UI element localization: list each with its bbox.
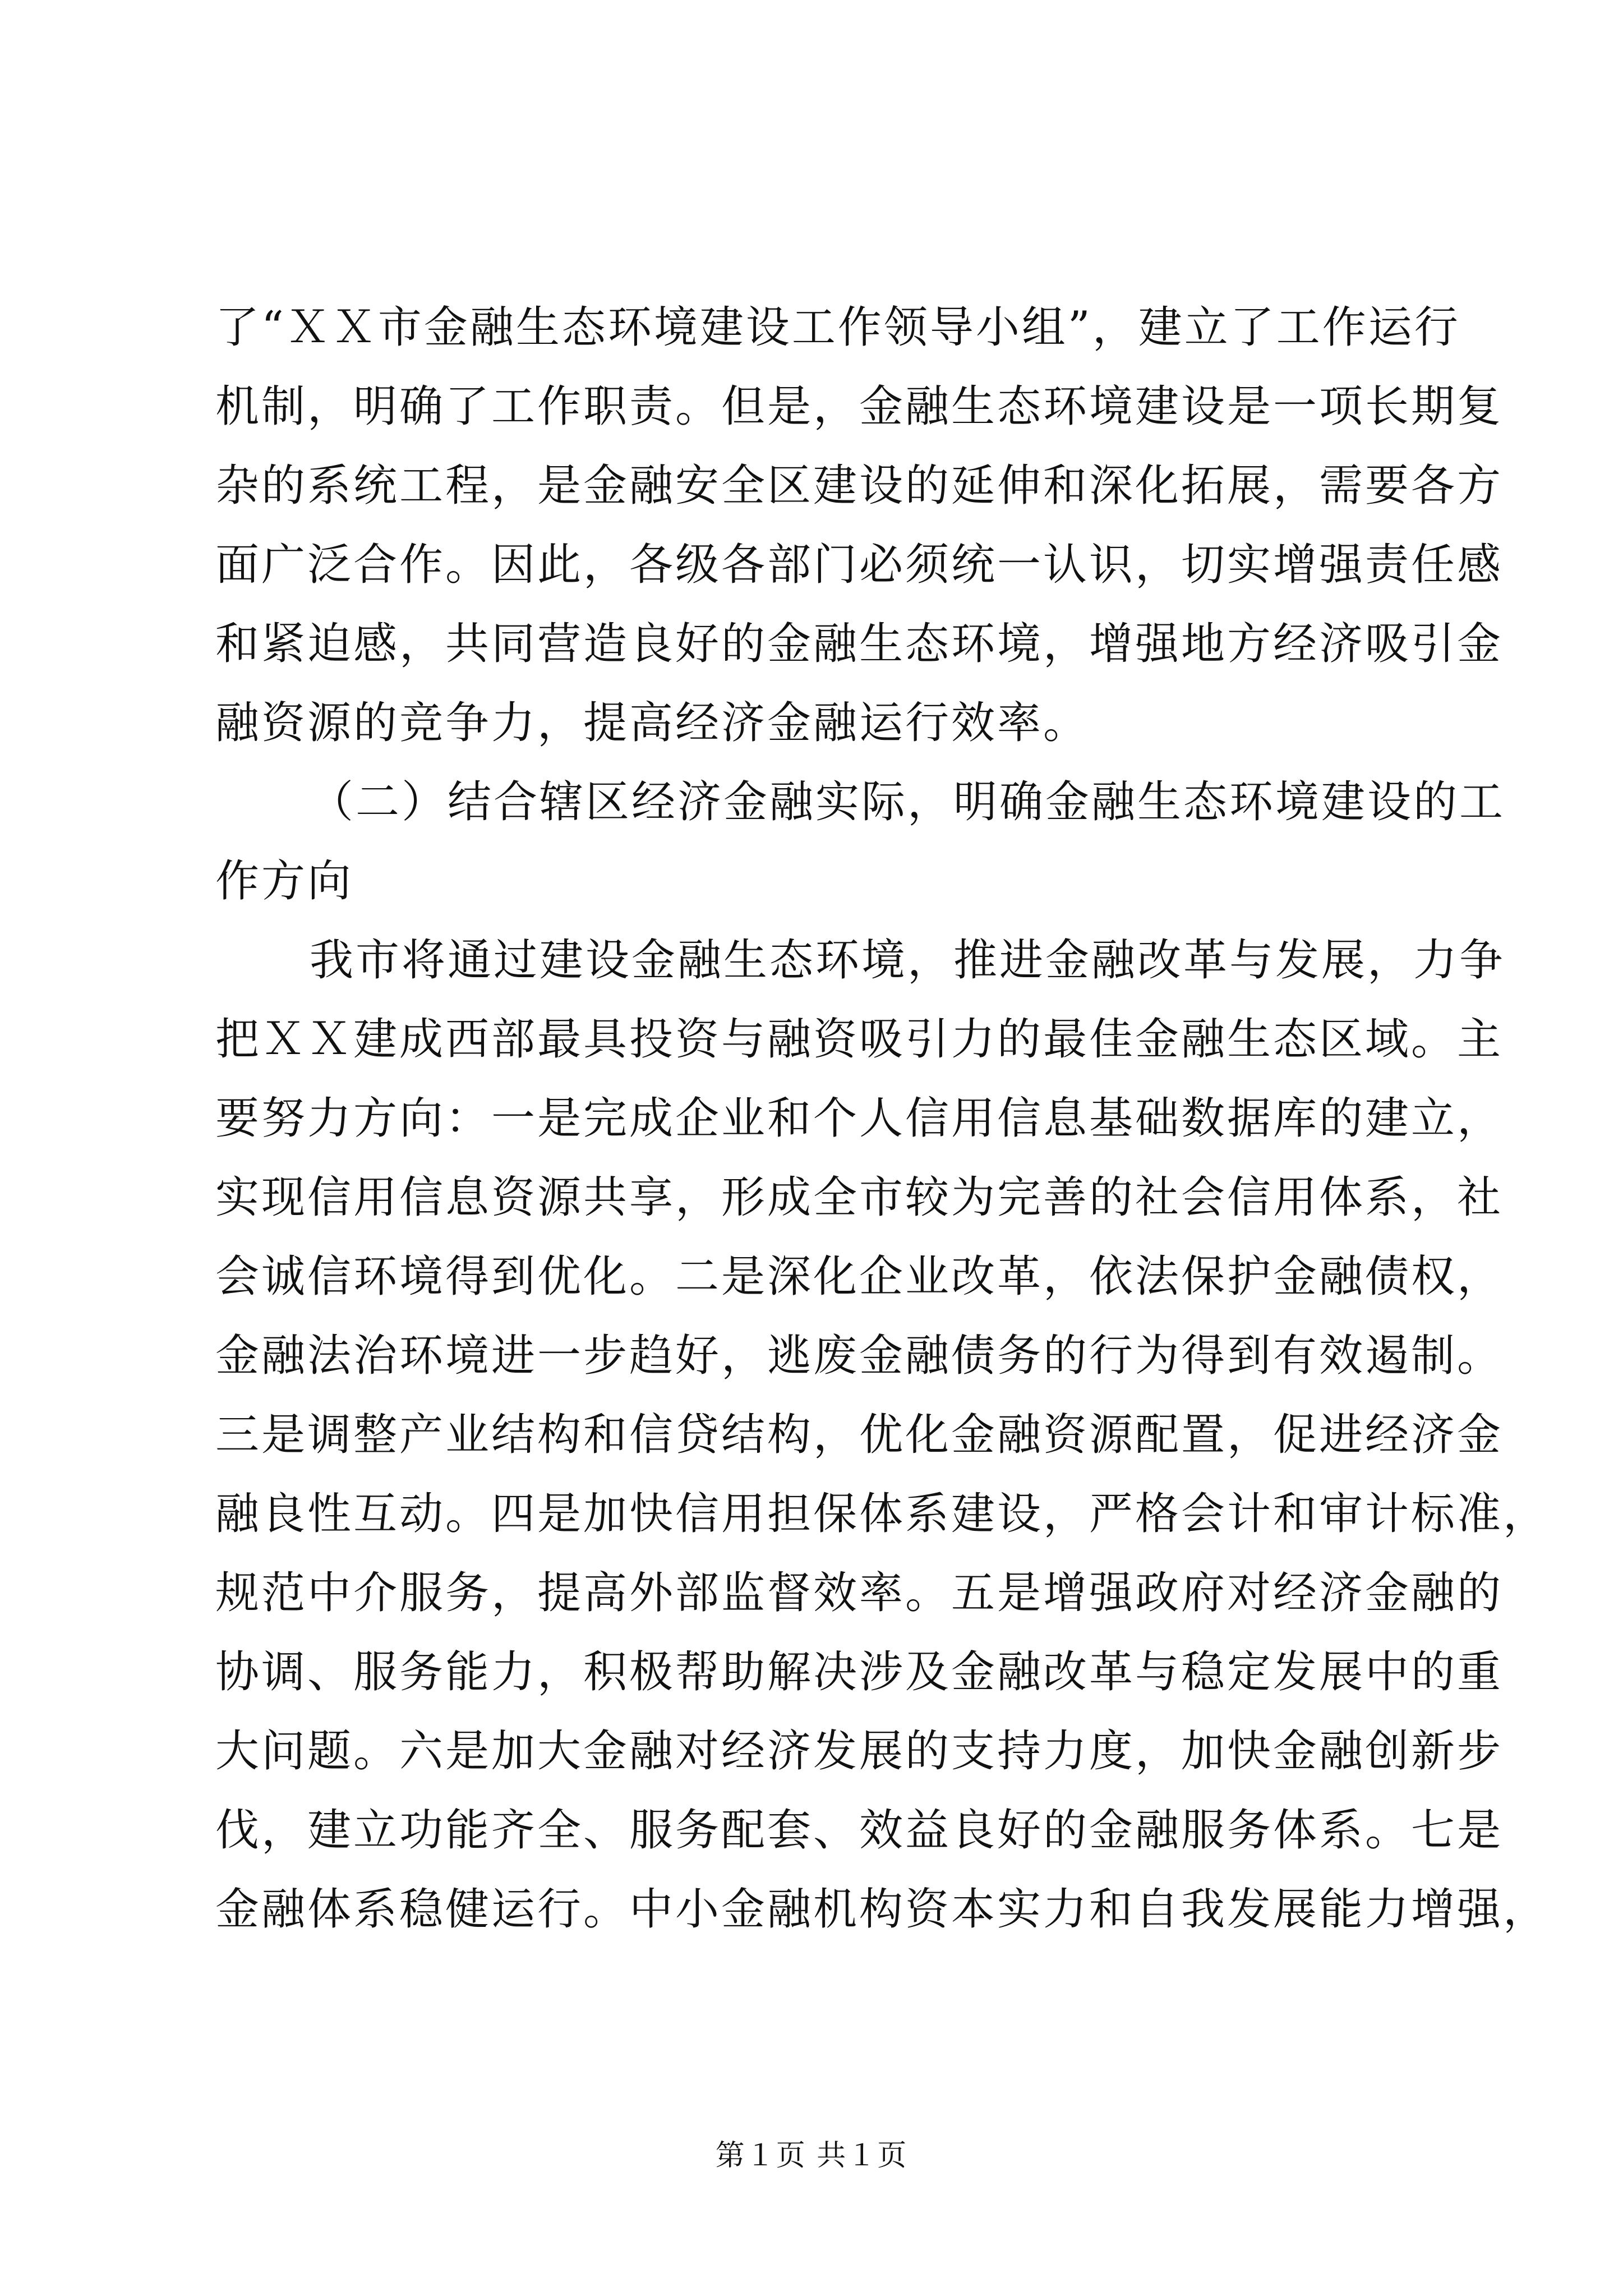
paragraph-line: 和紧迫感，共同营造良好的金融生态环境，增强地方经济吸引金 [215, 619, 1504, 669]
paragraph-line: 杂的系统工程，是金融安全区建设的延伸和深化拓展，需要各方 [215, 461, 1504, 511]
paragraph-line: 三是调整产业结构和信贷结构，优化金融资源配置，促进经济金 [215, 1410, 1504, 1460]
section-heading-line: （二）结合辖区经济金融实际，明确金融生态环境建设的工 [310, 777, 1506, 827]
paragraph-line: 会诚信环境得到优化。二是深化企业改革，依法保护金融债权， [215, 1251, 1504, 1302]
paragraph-line: 大问题。六是加大金融对经济发展的支持力度，加快金融创新步 [215, 1726, 1504, 1777]
section-heading-line: 作方向 [215, 856, 354, 907]
paragraph-line: 实现信用信息资源共享，形成全市较为完善的社会信用体系，社 [215, 1172, 1504, 1223]
paragraph-line: 把ＸＸ建成西部最具投资与融资吸引力的最佳金融生态区域。主 [215, 1014, 1504, 1065]
paragraph-line: 机制，明确了工作职责。但是，金融生态环境建设是一项长期复 [215, 381, 1504, 432]
paragraph-line: 规范中介服务，提高外部监督效率。五是增强政府对经济金融的 [215, 1568, 1504, 1618]
paragraph-line: 金融体系稳健运行。中小金融机构资本实力和自我发展能力增强， [215, 1884, 1550, 1935]
page-footer: 第１页 共１页 [715, 2139, 908, 2173]
paragraph-line: 要努力方向：一是完成企业和个人信用信息基础数据库的建立， [215, 1093, 1504, 1144]
paragraph-line: 金融法治环境进一步趋好，逃废金融债务的行为得到有效遏制。 [215, 1331, 1504, 1381]
paragraph-line: 协调、服务能力，积极帮助解决涉及金融改革与稳定发展中的重 [215, 1647, 1504, 1697]
paragraph-line: 融良性互动。四是加快信用担保体系建设，严格会计和审计标准， [215, 1489, 1550, 1539]
paragraph-line: 了“ＸＸ市金融生态环境建设工作领导小组”，建立了工作运行 [215, 302, 1460, 353]
paragraph-line: 融资源的竞争力，提高经济金融运行效率。 [215, 698, 1090, 748]
paragraph-line: 伐，建立功能齐全、服务配套、效益良好的金融服务体系。七是 [215, 1805, 1504, 1856]
paragraph-line: 面广泛合作。因此，各级各部门必须统一认识，切实增强责任感 [215, 540, 1504, 590]
paragraph-line: 我市将通过建设金融生态环境，推进金融改革与发展，力争 [310, 935, 1506, 986]
